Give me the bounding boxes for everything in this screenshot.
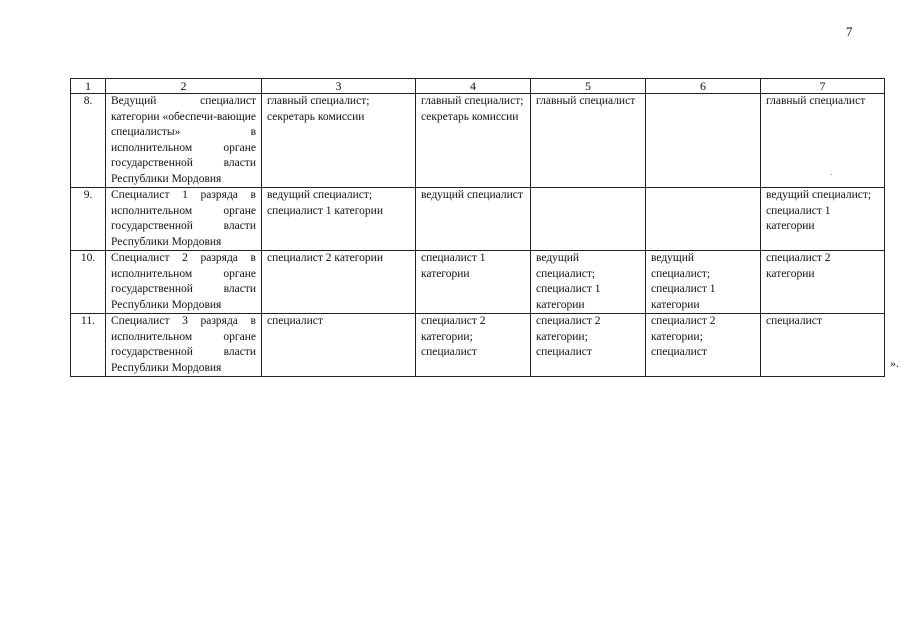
table-cell: главный специалист; секретарь комиссии [262,94,416,188]
page-number: 7 [846,24,853,39]
table-row [71,251,885,314]
column-header: 3 [262,79,416,94]
positions-table [70,78,885,377]
closing-quote-mark: ». [890,356,899,370]
table-cell: ведущий специалист; специалист 1 категории [646,251,761,314]
column-header: 1 [71,79,106,94]
table-row [71,94,885,188]
table-row [71,314,885,377]
table-cell: специалист [761,314,885,377]
table-cell: главный специалист [531,94,646,188]
row-number: 10. [71,251,106,314]
table-cell: главный специалист [761,94,885,188]
table-cell: ведущий специалист; специалист 1 категории [761,188,885,251]
position-title: Специалист 1 разряда в исполнительном органе государственной власти Республики Мордовия [106,188,262,251]
table-cell: специалист 2 категории [262,251,416,314]
table-cell: специалист 2 категории; специалист [646,314,761,377]
position-title: Специалист 3 разряда в исполнительном органе государственной власти Республики Мордовия [106,314,262,377]
table-cell: специалист [262,314,416,377]
table-cell [646,94,761,188]
position-title: Ведущий специалист категории «обеспечи-вающие специалисты» в исполнительном органе государственной власти Республики Мордовия [106,94,262,188]
column-header: 4 [416,79,531,94]
table-cell: специалист 2 категории [761,251,885,314]
table-cell: главный специалист; секретарь комиссии [416,94,531,188]
table-cell: специалист 1 категории [416,251,531,314]
column-header: 6 [646,79,761,94]
row-number: 11. [71,314,106,377]
table-header-row [71,79,885,94]
position-title: Специалист 2 разряда в исполнительном органе государственной власти Республики Мордовия [106,251,262,314]
table-cell: специалист 2 категории; специалист [531,314,646,377]
row-number: 8. [71,94,106,188]
table-cell [646,188,761,251]
table-row [71,188,885,251]
table-cell: ведущий специалист [416,188,531,251]
table-cell: ведущий специалист; специалист 1 категории [531,251,646,314]
table-cell: ведущий специалист; специалист 1 категории [262,188,416,251]
column-header: 5 [531,79,646,94]
column-header: 7 [761,79,885,94]
table-cell: специалист 2 категории; специалист [416,314,531,377]
column-header: 2 [106,79,262,94]
row-number: 9. [71,188,106,251]
table-cell [531,188,646,251]
stray-mark: . [830,167,833,177]
